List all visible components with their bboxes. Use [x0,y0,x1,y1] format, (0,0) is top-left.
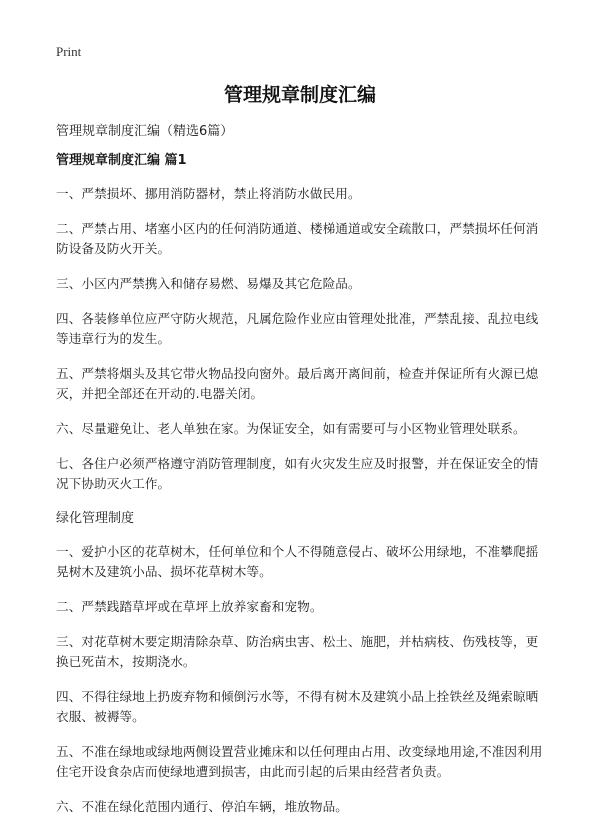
paragraph: 三、小区内严禁携入和储存易燃、易爆及其它危险品。 [56,276,361,291]
document-title: 管理规章制度汇编 [223,84,376,106]
document-content [56,152,546,832]
paragraph: 四、各装修单位应严守防火规范，凡属危险作业应由管理处批准，严禁乱接、乱拉电线等违章行为的发生。 [56,311,539,346]
print-link[interactable]: Print [56,44,82,59]
section-heading-1: 管理规章制度汇编 篇1 [56,153,187,168]
paragraph: 五、严禁将烟头及其它带火物品投向窗外。最后离开离间前，检查并保证所有火源已熄灭，并把全部还在开动的.电器关闭。 [56,366,539,401]
paragraph: 二、严禁践踏草坪或在草坪上放养家畜和宠物。 [56,599,323,614]
document-subtitle: 管理规章制度汇编（精选6篇） [56,124,234,139]
paragraph: 一、爱护小区的花草树木，任何单位和个人不得随意侵占、破坏公用绿地，不准攀爬摇晃树木及建筑小品、损坏花草树木等。 [56,544,539,579]
section-heading-greening: 绿化管理制度 [56,511,135,526]
paragraph: 六、尽量避免让、老人单独在家。为保证安全，如有需要可与小区物业管理处联系。 [56,421,526,436]
paragraph: 七、各住户必须严格遵守消防管理制度，如有火灾发生应及时报警，并在保证安全的情况下协助灭火工作。 [56,456,539,491]
paragraph: 四、不得往绿地上扔废弃物和倾倒污水等，不得有树木及建筑小品上拴铁丝及绳索晾晒衣服、被褥等。 [56,689,539,724]
paragraph: 一、严禁损坏、挪用消防器材，禁止将消防水做民用。 [56,186,361,201]
paragraph: 三、对花草树木要定期清除杂草、防治病虫害、松土、施肥，并枯病枝、伤残枝等，更换已死苗木，按期浇水。 [56,634,539,669]
paragraph: 二、严禁占用、堵塞小区内的任何消防通道、楼梯通道或安全疏散口，严禁损坏任何消防设备及防火开关。 [56,221,539,256]
paragraph: 五、不准在绿地或绿地两侧设置营业摊床和以任何理由占用、改变绿地用途,不准因利用住宅开设食杂店而使绿地遭到损害，由此而引起的后果由经营者负责。 [56,744,543,779]
paragraph: 六、不准在绿化范围内通行、停泊车辆，堆放物品。 [56,799,348,814]
